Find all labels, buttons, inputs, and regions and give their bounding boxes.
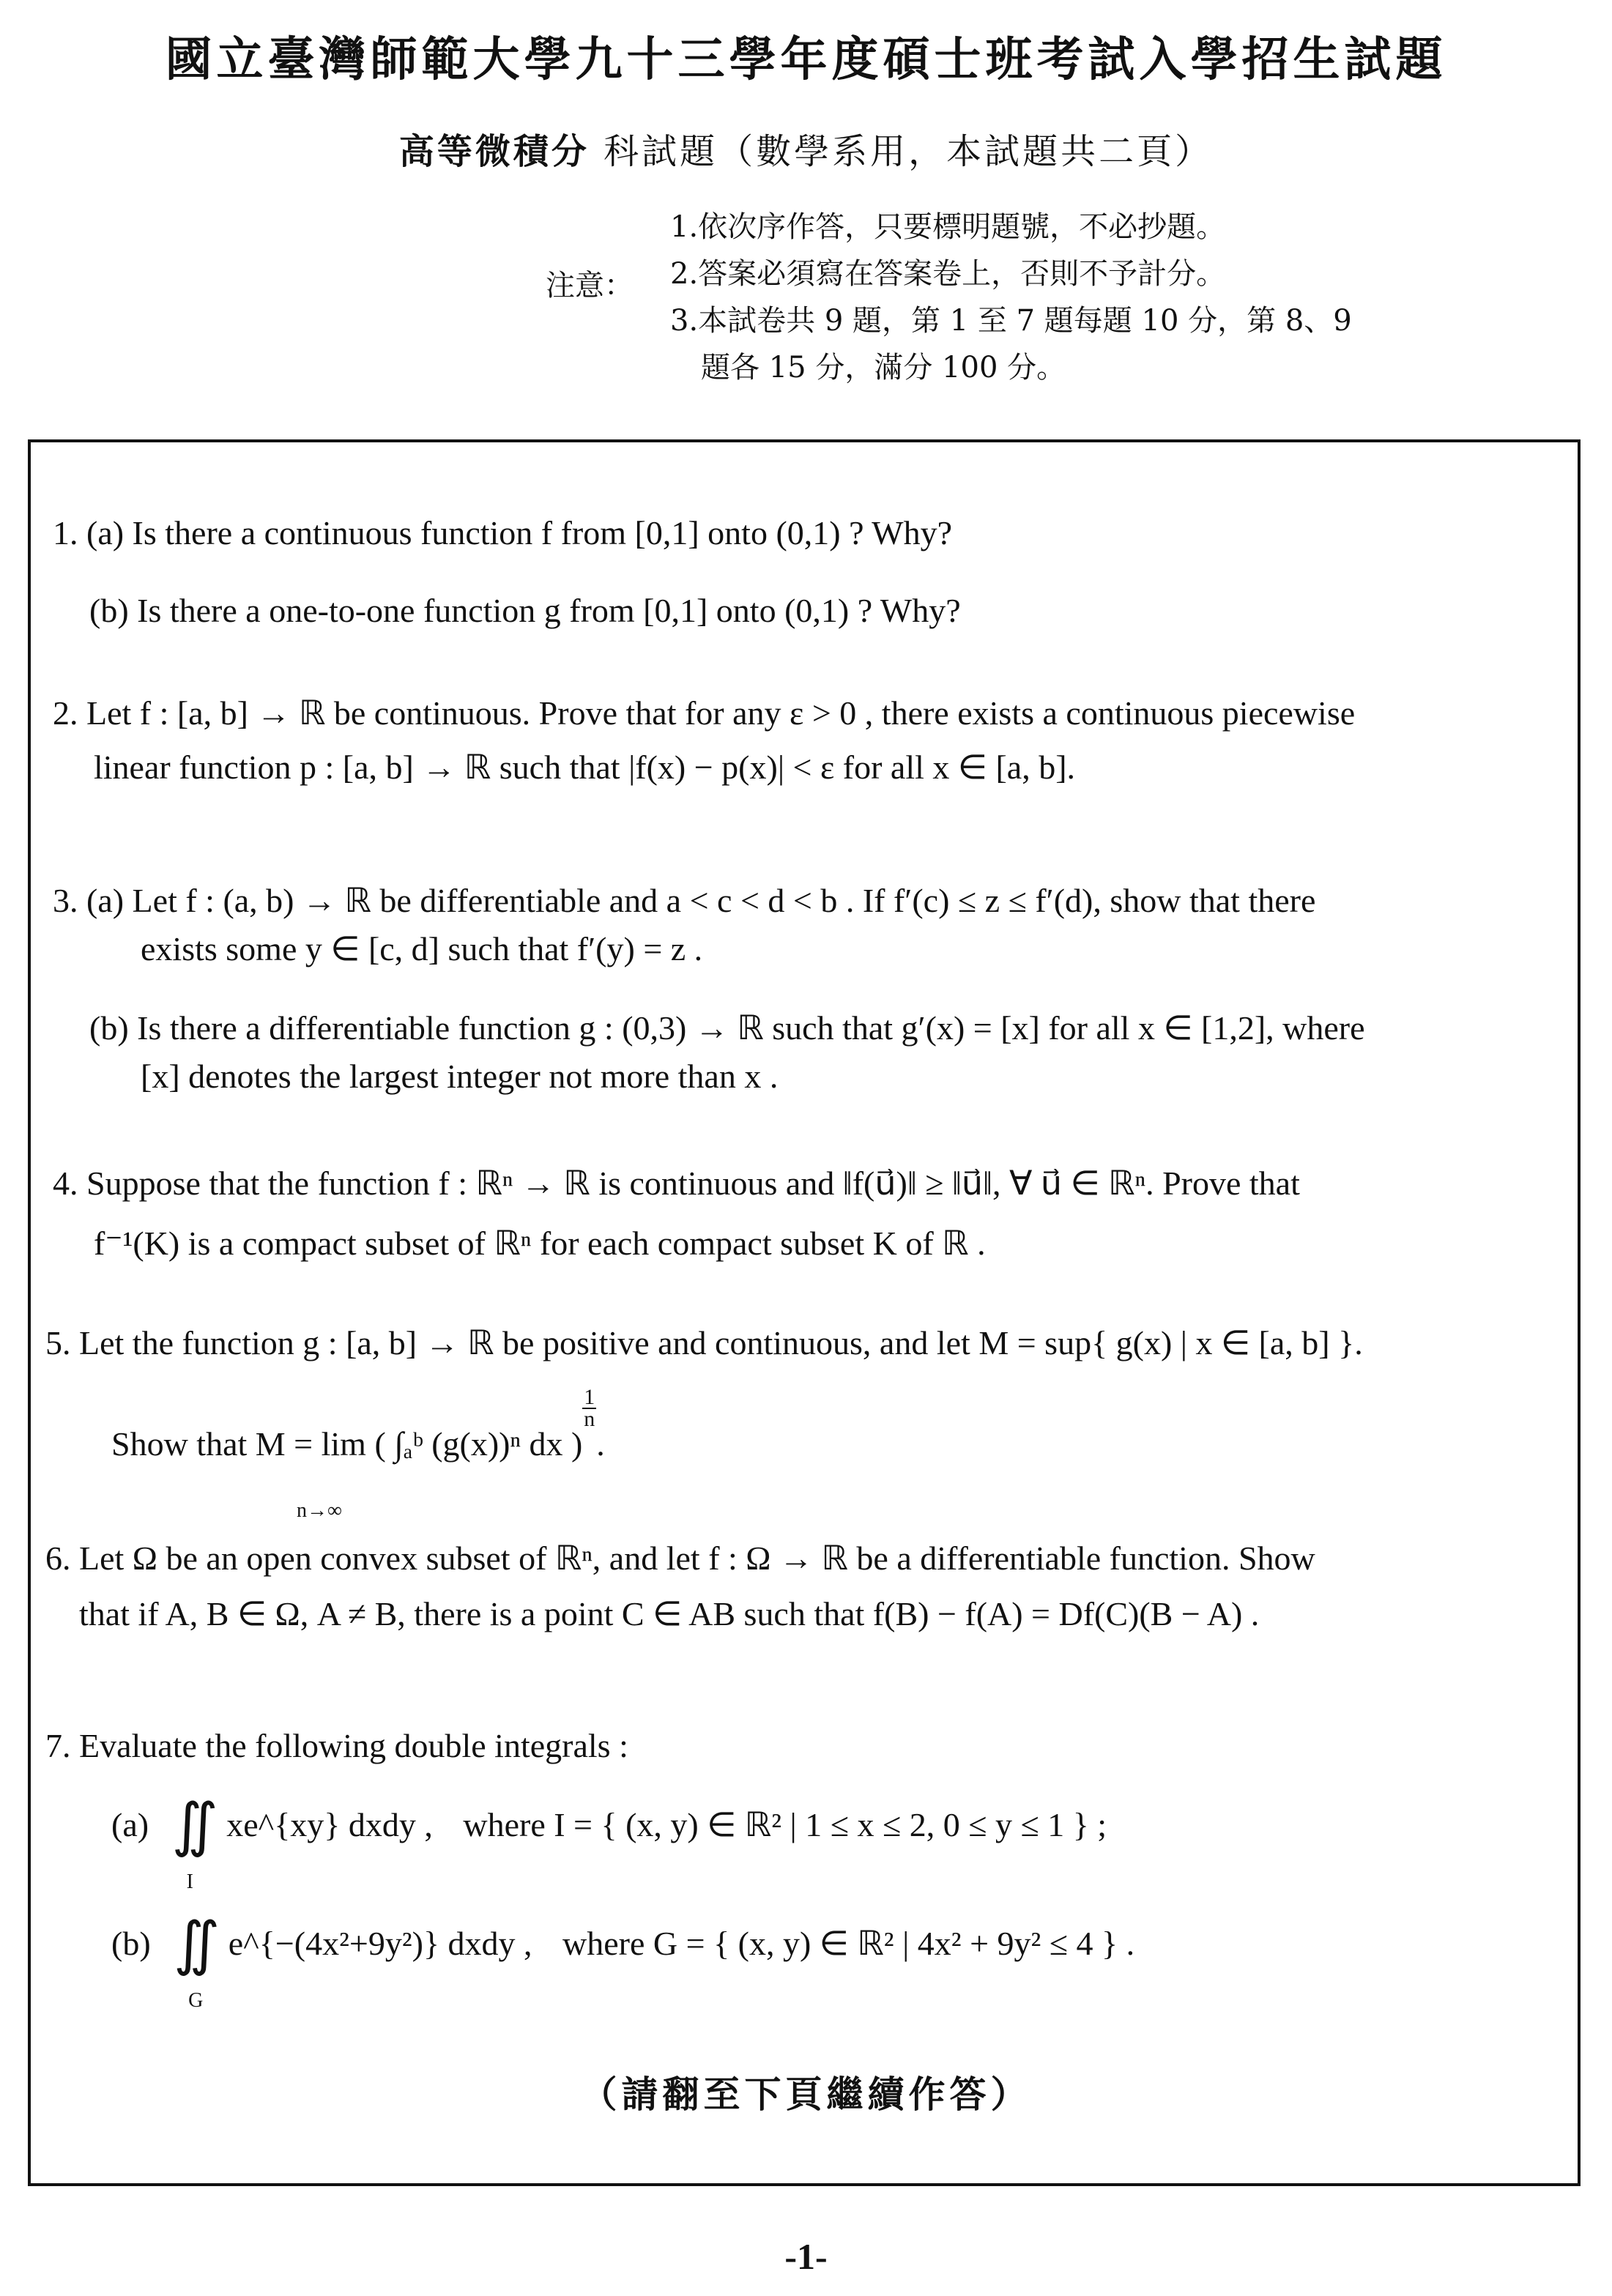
notice-item: 3.本試卷共 9 題，第 1 至 7 題每題 10 分，第 8、9 [670,304,1352,338]
notice-item: 題各 15 分，滿分 100 分。 [701,351,1066,384]
q5-exponent [582,1387,596,1430]
exam-title: 國立臺灣師範大學九十三學年度碩士班考試入學招生試題 [165,32,1447,87]
exam-subtitle [0,123,1612,174]
notice-item: 2.答案必須寫在答案卷上，否則不予計分。 [670,257,1226,291]
question-2-line1: 2. Let f : [a, b] → ℝ be continuous. Prove that for any ε > 0 , there exists a continuous piecewise [53,694,1356,732]
question-3a-line2: exists some y ∈ [c, d] such that f′(y) = z . [141,930,703,967]
question-box [28,439,1581,2186]
notice-label: 注意： [546,269,634,302]
question-5-formula [111,1385,605,1522]
question-7a: (a) ∬ I xe^{xy} dxdy , where I = { (x, y) ∈ ℝ² | 1 ≤ x ≤ 2, 0 ≤ y ≤ 1 } ; [111,1800,1107,1851]
q7a-integrand: xe^{xy} dxdy , [226,1806,433,1843]
question-7: 7. Evaluate the following double integrals : [45,1727,628,1764]
q7a-label: (a) [111,1806,149,1843]
question-3b-line2: [x] denotes the largest integer not more than x . [141,1058,779,1095]
question-6-line1: 6. Let Ω be an open convex subset of ℝⁿ, and let f : Ω → ℝ be a differentiable function. Show [45,1539,1315,1577]
question-3b-line1: (b) Is there a differentiable function g : (0,3) → ℝ such that g′(x) = [x] for all x ∈ [1,2], where [89,1009,1365,1047]
question-6-line2: that if A, B ∈ Ω, A ≠ B, there is a point C ∈ AB such that f(B) − f(A) = Df(C)(B − A) . [79,1595,1260,1632]
q5-integral: ( ∫ₐᵇ (g(x))ⁿ dx ) [374,1425,583,1463]
subtitle-rest: 科試題（數學系用，本試題共二頁） [603,131,1214,172]
notice-list [670,204,1512,391]
question-4-line2: f⁻¹(K) is a compact subset of ℝⁿ for each compact subset K of ℝ . [94,1225,986,1262]
q5-exponent-den: n [584,1407,595,1431]
q7a-where: where I = { (x, y) ∈ ℝ² | 1 ≤ x ≤ 2, 0 ≤ y ≤ 1 } ; [463,1806,1107,1843]
q5-end: . [596,1425,605,1463]
q5-show-that: Show that M = lim [111,1425,366,1463]
question-1a: 1. (a) Is there a continuous function f from [0,1] onto (0,1) ? Why? [53,514,953,551]
q7a-region: I [186,1870,193,1893]
question-1b: (b) Is there a one-to-one function g from [0,1] onto (0,1) ? Why? [89,592,961,629]
q5-exponent-num: 1 [584,1385,595,1409]
question-4-line1: 4. Suppose that the function f : ℝⁿ → ℝ is continuous and ‖f(u⃗)‖ ≥ ‖u⃗‖, ∀ u⃗ ∈ ℝⁿ. Prove that [53,1164,1300,1202]
question-5-line1: 5. Let the function g : [a, b] → ℝ be positive and continuous, and let M = sup{ g(x) | x ∈ [a, b] }. [45,1324,1363,1361]
question-2-line2: linear function p : [a, b] → ℝ such that |f(x) − p(x)| < ε for all x ∈ [a, b]. [94,748,1076,786]
q7b-where: where G = { (x, y) ∈ ℝ² | 4x² + 9y² ≤ 4 } . [562,1925,1135,1962]
q5-limit-subscript: n→∞ [296,1499,342,1522]
q7b-region: G [188,1989,204,2012]
page-number: -1- [784,2236,828,2277]
notice-item: 1.依次序作答，只要標明題號，不必抄題。 [670,210,1226,244]
q7b-integrand: e^{−(4x²+9y²)} dxdy , [228,1925,532,1962]
question-3a-line1: 3. (a) Let f : (a, b) → ℝ be differentiable and a < c < d < b . If f′(c) ≤ z ≤ f′(d), show that there [53,882,1316,919]
subject-name: 高等微積分 [398,131,590,172]
q7b-label: (b) [111,1925,151,1962]
question-7b: (b) ∬ G e^{−(4x²+9y²)} dxdy , where G = { (x, y) ∈ ℝ² | 4x² + 9y² ≤ 4 } . [111,1919,1134,1969]
continue-note: （請翻至下頁繼續作答） [580,2073,1032,2116]
